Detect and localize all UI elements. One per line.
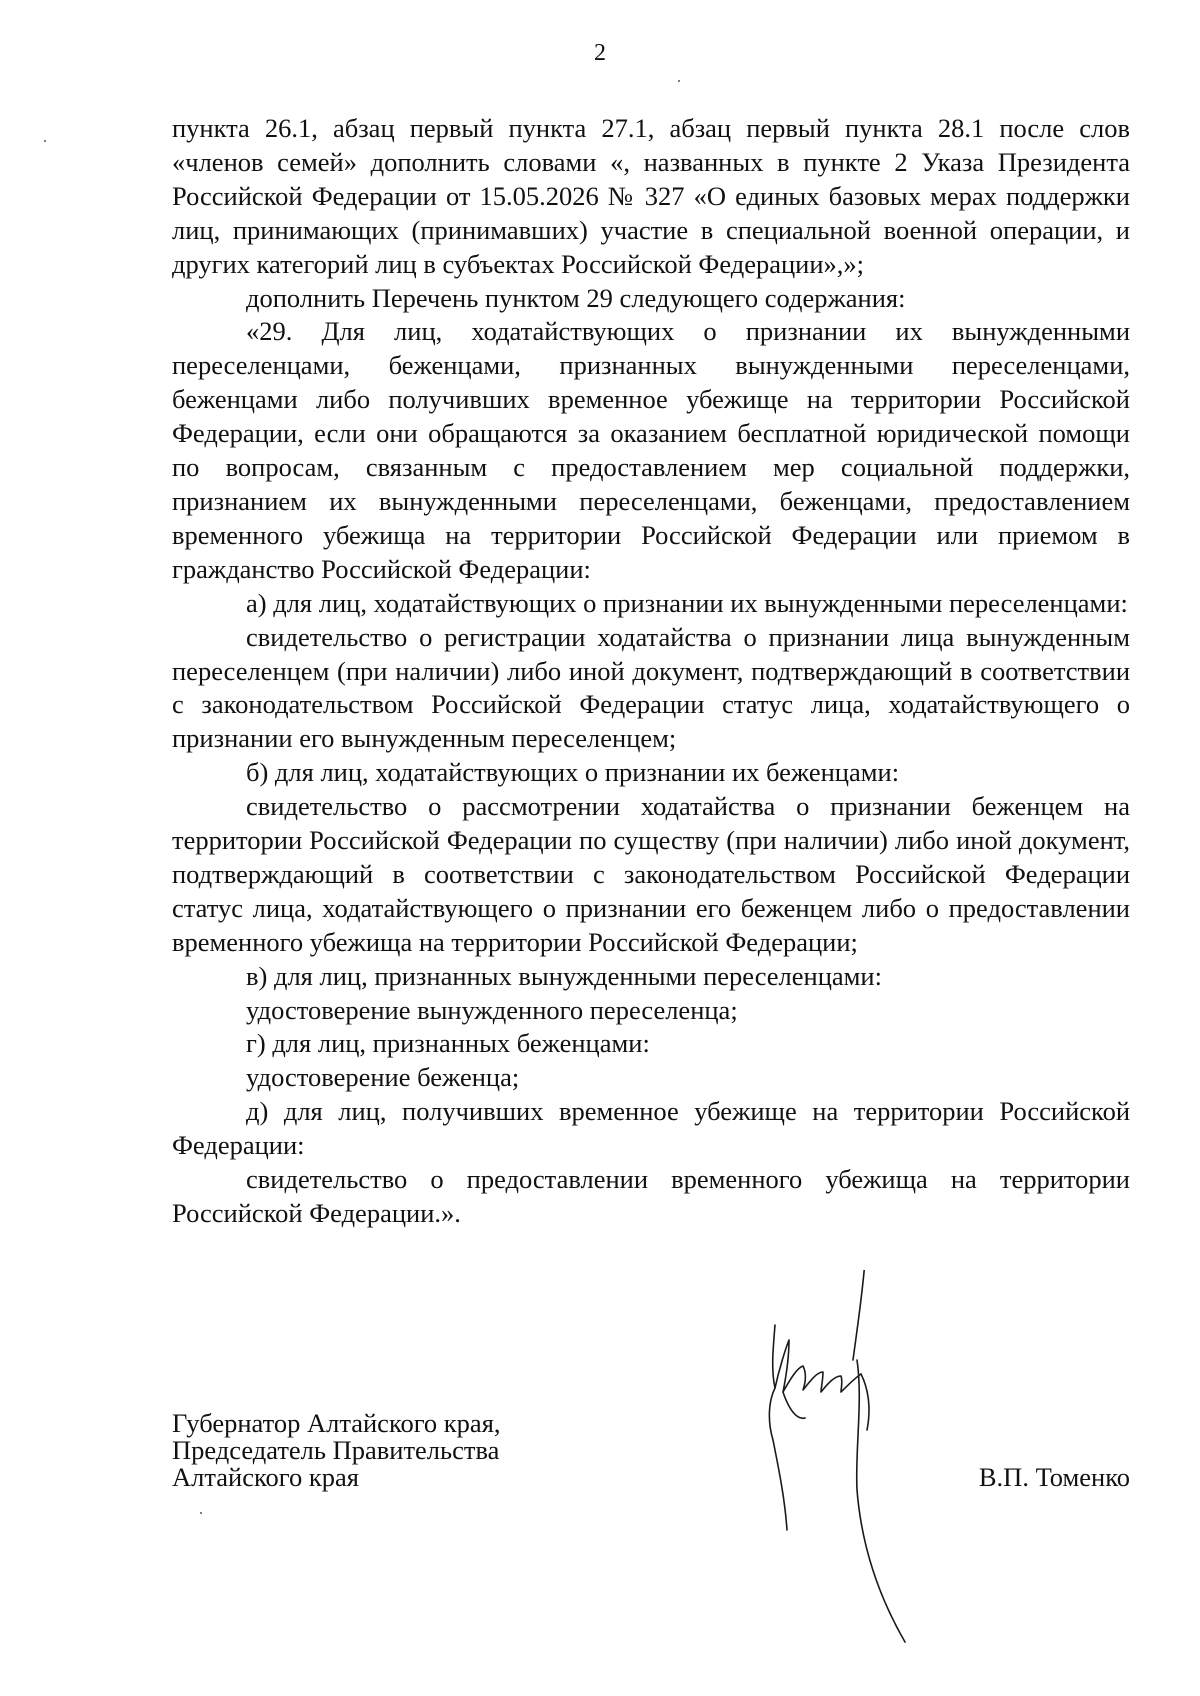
subitem-a-document: свидетельство о регистрации ходатайства о признании лица вынужденным переселенцем (при наличии) либо иной документ, подтверждающий в соответствии с законодательством Российской Федерации статус лица, ходатайствующего о признании его вынужденным переселенцем; <box>172 621 1130 754</box>
scan-speck <box>200 1512 202 1514</box>
subitem-g-document: удостоверение беженца; <box>246 1062 520 1093</box>
subitem-d: д) для лиц, получивших временное убежище на территории Российской Федерации: <box>172 1096 1130 1161</box>
subitem-d-document: свидетельство о предоставлении временного убежища на территории Российской Федерации.». <box>172 1164 1130 1228</box>
signatory-name: В.П. Томенко <box>978 1462 1130 1492</box>
subitem-g: г) для лиц, признанных беженцами: <box>246 1028 650 1059</box>
document-body <box>172 112 1130 1231</box>
paragraph-amendment-continuation: пункта 26.1, абзац первый пункта 27.1, абзац первый пункта 28.1 после слов «членов семей» дополнить словами «, названных в пункте 2 Указа Президента Российской Федерации от 15.05.2026 № 327 «О единых базовых мерах поддержки лиц, принимающих (принимавших) участие в специальной военной операции, и других категорий лиц в субъектах Российской Федерации»,»; <box>172 113 1130 279</box>
signature-block <box>172 1410 1130 1510</box>
signatory-position <box>172 1410 501 1491</box>
scan-speck <box>44 140 46 142</box>
subitem-b: б) для лиц, ходатайствующих о признании их беженцами: <box>246 757 900 788</box>
signatory-position-line: Алтайского края <box>172 1462 359 1492</box>
signatory-position-line: Председатель Правительства <box>172 1435 500 1465</box>
paragraph-item-29: «29. Для лиц, ходатайствующих о признании их вынужденными переселенцами, беженцами, признанных вынужденными переселенцами, беженцами либо получивших временное убежище на территории Российской Федерации, если они обращаются за оказанием бесплатной юридической помощи по вопросам, связанным с предоставлением мер социальной поддержки, признанием их вынужденными переселенцами, беженцами, предоставлением временного убежища на территории Российской Федерации или приемом в гражданство Российской Федерации: <box>172 316 1130 584</box>
scan-speck <box>678 80 680 82</box>
signatory-position-line: Губернатор Алтайского края, <box>172 1408 501 1438</box>
subitem-v: в) для лиц, признанных вынужденными переселенцами: <box>246 960 882 991</box>
paragraph-add-item-29: дополнить Перечень пунктом 29 следующего содержания: <box>246 282 906 313</box>
subitem-b-document: свидетельство о рассмотрении ходатайства о признании беженцем на территории Российской Федерации по существу (при наличии) либо иной документ, подтверждающий в соответствии с законодательством Российской Федерации статус лица, ходатайствующего о признании его беженцем либо о предоставлении временного убежища на территории Российской Федерации; <box>172 791 1130 957</box>
subitem-v-document: удостоверение вынужденного переселенца; <box>246 994 738 1025</box>
page-number: 2 <box>594 40 606 66</box>
subitem-a: а) для лиц, ходатайствующих о признании их вынужденными переселенцами: <box>246 587 1128 618</box>
